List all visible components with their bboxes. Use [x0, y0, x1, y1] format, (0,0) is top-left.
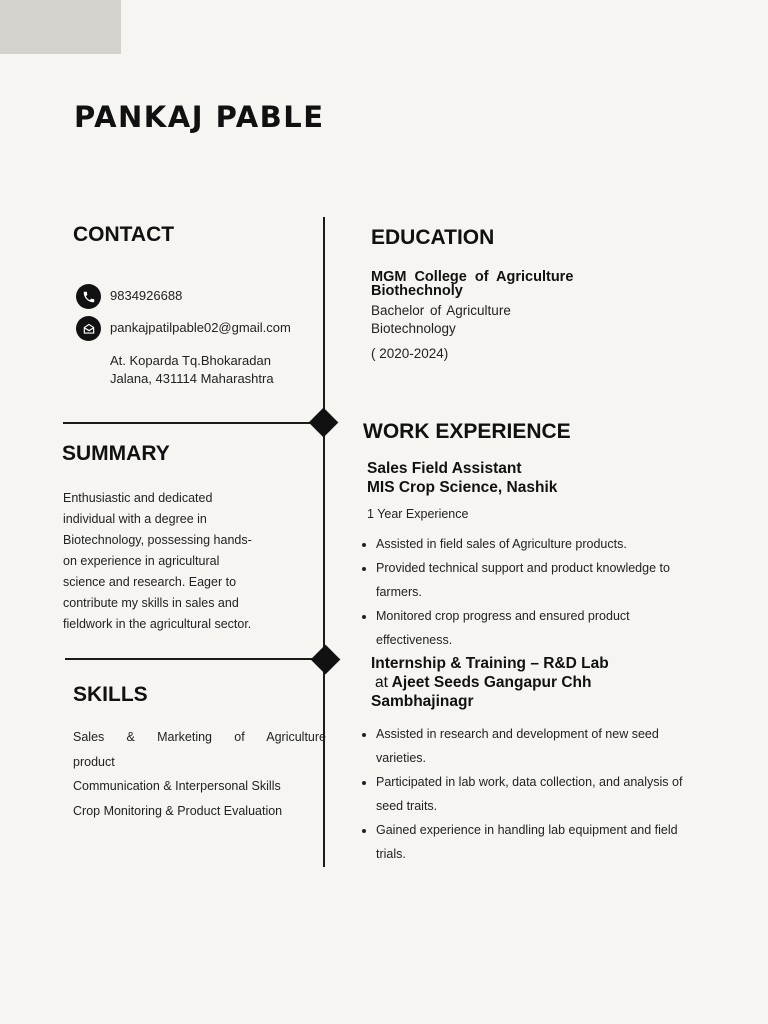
phone-number: 9834926688	[110, 288, 183, 303]
job-2-title: Internship & Training – R&D Lab	[371, 655, 609, 672]
skill-item-1-line-2: product	[73, 754, 115, 769]
job-2-bullet-continuation: trials.	[376, 847, 406, 861]
college-name-line-1: MGM College of Agriculture	[371, 269, 574, 285]
skills-list	[73, 725, 326, 823]
job-2-bullet: • Gained experience in handling lab equipment and field	[376, 818, 726, 842]
education-years: ( 2020-2024)	[371, 346, 449, 361]
job-2-bullet-continuation: varieties.	[376, 751, 427, 765]
address-line-1: At. Koparda Tq.Bhokaradan	[110, 353, 271, 368]
job-2-company-name: Ajeet Seeds Gangapur Chh	[391, 674, 592, 691]
summary-line: individual with a degree in	[63, 512, 207, 526]
work-experience-heading: WORK EXPERIENCE	[363, 420, 571, 443]
summary-line: Biotechnology, possessing hands-	[63, 533, 252, 547]
summary-line: Enthusiastic and dedicated	[63, 491, 213, 505]
phone-icon	[76, 284, 101, 309]
degree-line-1: Bachelor of Agriculture	[371, 303, 511, 318]
summary-text	[63, 488, 293, 635]
email-address[interactable]: pankajpatilpable02@gmail.com	[110, 320, 291, 335]
job-1-company: MIS Crop Science, Nashik	[367, 479, 558, 496]
summary-line: fieldwork in the agricultural sector.	[63, 617, 252, 631]
diamond-marker-bottom	[311, 645, 341, 675]
skills-heading: SKILLS	[73, 683, 148, 706]
degree-line-2: Biotechnology	[371, 321, 456, 336]
summary-line: science and research. Eager to	[63, 575, 237, 589]
job-1-bullet: • Assisted in field sales of Agriculture products.	[376, 532, 726, 556]
job-1-bullet: • Provided technical support and product knowledge to	[376, 556, 726, 580]
job-2-bullet: • Participated in lab work, data collection, and analysis of	[376, 770, 726, 794]
job-2-bullet-continuation: seed traits.	[376, 799, 438, 813]
job-2-company-prefix: at	[375, 674, 388, 691]
job-1-bullet: • Monitored crop progress and ensured product	[376, 604, 726, 628]
job-1-title: Sales Field Assistant	[367, 460, 522, 477]
college-name-line-2: Biothechnoly	[371, 283, 463, 299]
job-1-bullet-continuation: effectiveness.	[376, 633, 453, 647]
skill-item-1-line-1: Sales & Marketing of Agriculture	[73, 730, 326, 744]
summary-line: on experience in agricultural	[63, 554, 220, 568]
skill-item-2: Communication & Interpersonal Skills	[73, 779, 281, 793]
job-1-duration: 1 Year Experience	[367, 507, 469, 521]
horizontal-divider-bottom	[65, 658, 325, 660]
envelope-icon	[76, 316, 101, 341]
education-heading: EDUCATION	[371, 226, 495, 249]
skill-item-3: Crop Monitoring & Product Evaluation	[73, 803, 283, 818]
resume-name: PANKAJ PABLE	[74, 100, 325, 134]
horizontal-divider-top	[63, 422, 323, 424]
summary-line: contribute my skills in sales and	[63, 596, 239, 610]
address-line-2: Jalana, 431114 Maharashtra	[110, 371, 274, 386]
job-1-bullets	[362, 532, 726, 652]
job-2-company-line-1	[371, 673, 592, 692]
job-1-bullet-continuation: farmers.	[376, 585, 422, 599]
job-2-company-line-2: Sambhajinagr	[371, 693, 474, 710]
job-2-bullets	[362, 722, 726, 866]
job-2-bullet: • Assisted in research and development of new seed	[376, 722, 726, 746]
corner-decoration	[0, 0, 121, 54]
diamond-marker-top	[309, 408, 339, 438]
summary-heading: SUMMARY	[62, 442, 170, 465]
contact-heading: CONTACT	[73, 223, 175, 246]
